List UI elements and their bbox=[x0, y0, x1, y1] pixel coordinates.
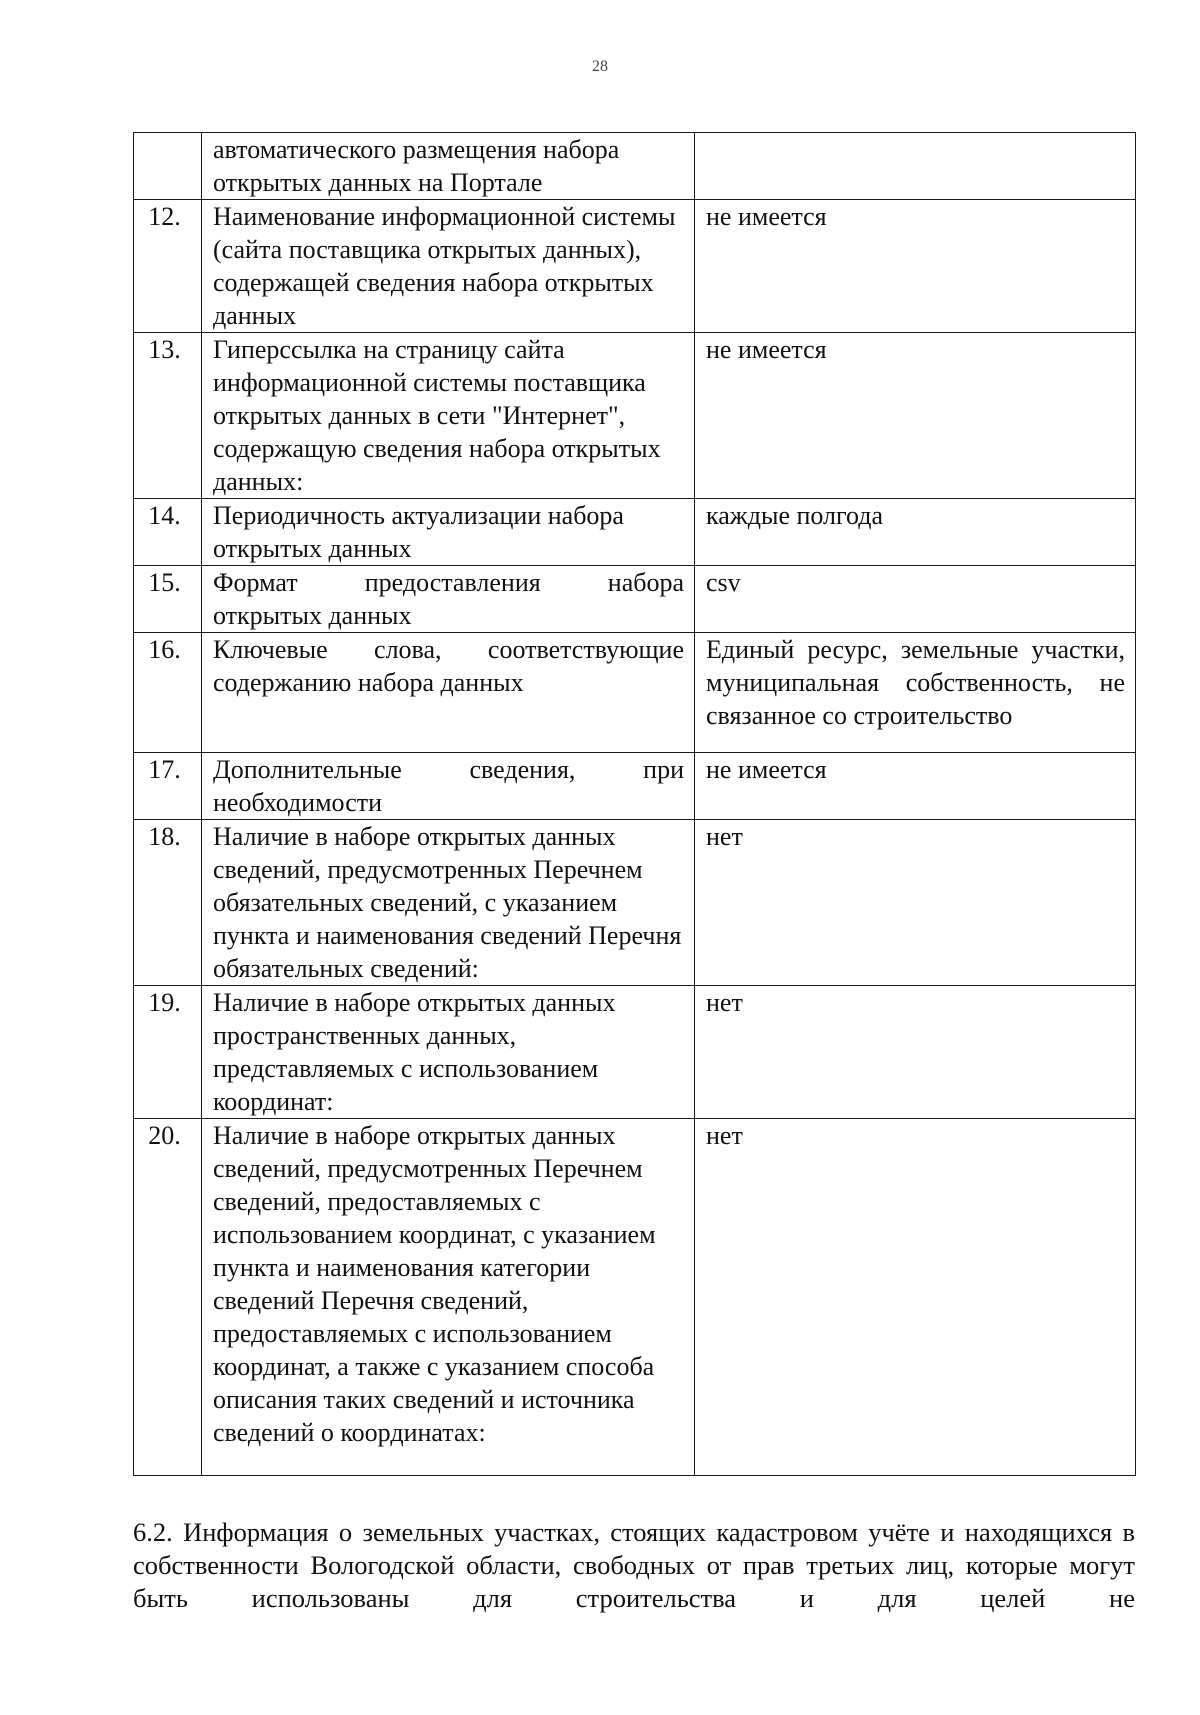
row-name bbox=[202, 753, 695, 820]
row-name: Наличие в наборе открытых данных сведений, предусмотренных Перечнем сведений, предоставляемых с использованием координат, с указанием пункта и наименования категории сведений Перечня сведений, предоставляемых с использованием координат, а также с указанием способа описания таких сведений и источника сведений о координатах: bbox=[202, 1119, 695, 1476]
table-row bbox=[134, 753, 1136, 820]
row-value: не имеется bbox=[695, 753, 1136, 820]
row-number bbox=[134, 133, 202, 200]
row-number: 20. bbox=[134, 1119, 202, 1476]
row-value bbox=[695, 133, 1136, 200]
row-name-line: открытых данных bbox=[213, 601, 412, 630]
row-value: не имеется bbox=[695, 333, 1136, 499]
row-number: 18. bbox=[134, 820, 202, 986]
table-row bbox=[134, 566, 1136, 633]
row-name: Наименование информационной системы (сайта поставщика открытых данных), содержащей сведения набора открытых данных bbox=[202, 200, 695, 333]
row-value: нет bbox=[695, 986, 1136, 1119]
table-row bbox=[134, 633, 1136, 753]
row-name-line: необходимости bbox=[213, 788, 383, 817]
row-value: нет bbox=[695, 820, 1136, 986]
section-paragraph: 6.2. Информация о земельных участках, стоящих кадастровом учёте и находящихся в собственности Вологодской области, свободных от прав третьих лиц, которые могут быть использованы для строительства и для целей не bbox=[133, 1517, 1135, 1613]
row-name-line: содержанию набора данных bbox=[213, 668, 524, 697]
row-name: Периодичность актуализации набора открытых данных bbox=[202, 499, 695, 566]
row-value: Единый ресурс, земельные участки, муниципальная собственность, не связанное со строительство bbox=[695, 633, 1136, 753]
row-name: Гиперссылка на страницу сайта информационной системы поставщика открытых данных в сети "Интернет", содержащую сведения набора открытых данных: bbox=[202, 333, 695, 499]
table-row bbox=[134, 333, 1136, 499]
row-number: 12. bbox=[134, 200, 202, 333]
row-number: 15. bbox=[134, 566, 202, 633]
row-name bbox=[202, 566, 695, 633]
row-name: автоматического размещения набора открытых данных на Портале bbox=[202, 133, 695, 200]
table-row bbox=[134, 499, 1136, 566]
row-name: Наличие в наборе открытых данных сведений, предусмотренных Перечнем обязательных сведений, с указанием пункта и наименования сведений Перечня обязательных сведений: bbox=[202, 820, 695, 986]
row-value: csv bbox=[695, 566, 1136, 633]
table-row bbox=[134, 200, 1136, 333]
row-name-line: Дополнительные сведения, при bbox=[213, 755, 684, 784]
row-number: 19. bbox=[134, 986, 202, 1119]
row-name-line: Ключевые слова, соответствующие bbox=[213, 635, 684, 664]
row-number: 13. bbox=[134, 333, 202, 499]
row-value: каждые полгода bbox=[695, 499, 1136, 566]
page-number: 28 bbox=[592, 58, 608, 75]
table-row bbox=[134, 820, 1136, 986]
row-number: 17. bbox=[134, 753, 202, 820]
row-number: 16. bbox=[134, 633, 202, 753]
row-value: не имеется bbox=[695, 200, 1136, 333]
table-row bbox=[134, 986, 1136, 1119]
row-name bbox=[202, 633, 695, 753]
row-value: нет bbox=[695, 1119, 1136, 1476]
row-name-line: Формат предоставления набора bbox=[213, 568, 684, 597]
table-row bbox=[134, 133, 1136, 200]
row-number: 14. bbox=[134, 499, 202, 566]
passport-table bbox=[133, 132, 1136, 1476]
row-name: Наличие в наборе открытых данных пространственных данных, представляемых с использованием координат: bbox=[202, 986, 695, 1119]
table-row bbox=[134, 1119, 1136, 1476]
